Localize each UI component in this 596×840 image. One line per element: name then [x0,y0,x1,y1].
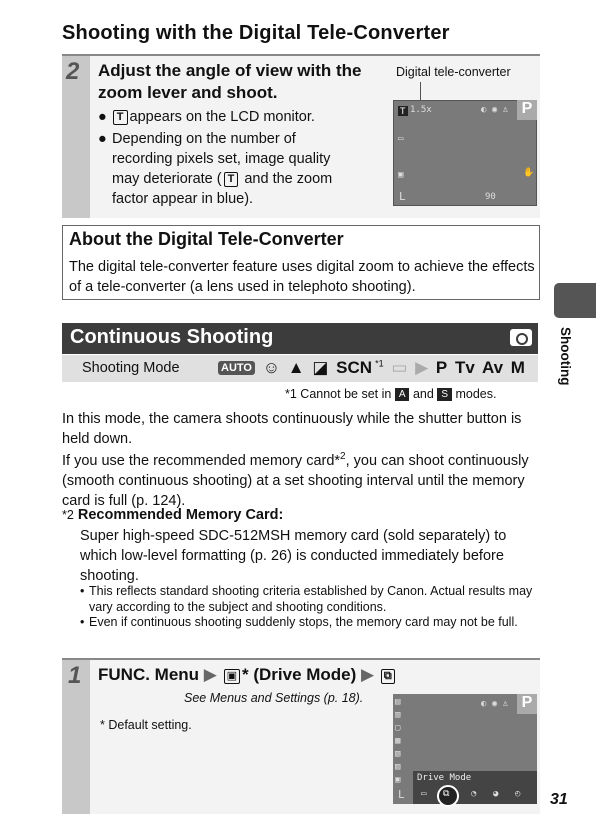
portrait-mode-icon: ☺ [262,358,281,377]
lcd-l-indicator: L [399,190,406,203]
default-setting-note: * Default setting. [100,718,192,732]
continuous-icon: ⧉ [381,669,395,684]
step-1-number-column [62,660,90,814]
lcd-caption: Digital tele-converter [396,65,511,79]
shooting-mode-icons [218,358,528,378]
lcd-mode-p: P [517,100,537,120]
mode-a-icon: A [395,388,410,401]
arrow-icon: ▶ [361,665,375,684]
lcd-menu-column: ▤ ▥ ▢ ▦ ▧ ▨ ▣ [395,697,401,785]
step-2-number: 2 [66,58,80,85]
lcd-caption-leader [420,82,421,100]
lcd-tele-icon: T [400,106,406,116]
page-title: Shooting with the Digital Tele-Converter [62,22,450,44]
see-menus-note: See Menus and Settings (p. 18). [184,691,364,705]
step-2-number-column [62,56,90,218]
about-text: The digital tele-converter feature uses digital zoom to achieve the effects of a tele-converter (a lens used in telephoto shooting). [69,259,535,295]
camera-icon [510,329,532,346]
auto-mode-icon: AUTO [218,361,255,375]
section-bar-continuous [62,323,538,354]
lcd-screen-drive [393,694,537,804]
scn-mode-icon: SCN $^{*1}$ [336,358,384,377]
bullet-dot: ● [98,109,107,125]
lcd-frame [393,100,537,206]
step-1-heading: FUNC. Menu ▶ ▣ * (Drive Mode) ▶ ⧉ [98,664,397,686]
drive-single-icon: ▭ [421,789,427,799]
lcd-hand-icon: ✋ [523,168,535,178]
arrow-icon: ▶ [203,665,217,684]
about-box [62,225,540,300]
stitch-mode-icon: ▭ [391,358,408,377]
bullet-1-text: appears on the LCD monitor. [129,109,315,125]
step-1-box [62,660,540,814]
av-mode-icon: Av [481,358,504,377]
step-2-bullet-1 [98,107,388,127]
lcd-mode-p: P [517,694,537,714]
bullet-dot: ● [98,131,107,147]
shooting-mode-row [62,355,538,382]
night-mode-icon: ◪ [312,358,329,377]
mode-s-icon: S [437,388,452,401]
shooting-mode-label: Shooting Mode [82,360,180,376]
bullet-2-text: Depending on the number of recording pixels set, image quality may deteriorate ( T and the zoom factor appear in blue). [112,131,333,207]
lcd-zoom-factor: 1.5x [410,105,432,115]
lcd-screen-tele [393,100,537,206]
m-mode-icon: M [510,358,525,377]
note-bullet-a: • This reflects standard shooting criteria established by Canon. Actual results may vary according to the subject and shooting conditions. [80,584,533,614]
drive-mode-label: Drive Mode [417,773,472,783]
para-1: In this mode, the camera shoots continuously while the shutter button is held down. [62,411,522,447]
movie-mode-icon: ▶ [415,358,429,377]
drive-mode-icon: ▣ [224,669,240,684]
note-2-heading: *2 Recommended Memory Card: [62,507,284,523]
lcd-side-icon: ▣ [398,170,404,180]
side-tab-label: Shooting [558,327,573,386]
step-2-bullet-2 [98,129,360,209]
about-title: About the Digital Tele-Converter [69,229,344,249]
camera-lens [516,333,528,345]
lcd-status-icons: ◐ ◉ ♙ [481,699,509,709]
drive-timer-icon-2: ◕ [493,789,499,799]
note-2-text: Super high-speed SDC-512MSH memory card (sold separately) to which low-level formatting (p. 26) is conducted immediately before shooting. [80,528,507,584]
page-number: 31 [550,791,568,808]
lcd-side-icon: ▭ [398,134,404,144]
p-mode-icon: P [435,358,448,377]
side-tab[interactable] [554,283,596,318]
note-bullet-b: • Even if continuous shooting suddenly stops, the memory card may not be full. [80,615,518,629]
section-title: Continuous Shooting [70,326,274,348]
drive-timer-icon-3: ◴ [515,789,521,799]
tele-icon: T [224,172,239,187]
lcd-counter: 90 [485,192,496,202]
tele-icon: T [113,110,128,125]
drive-timer-icon-1: ◔ [471,789,477,799]
footnote-1: *1 Cannot be set in A and S modes. [285,387,497,401]
step-2-box [62,56,540,218]
para-2: If you use the recommended memory card*$^2$, you can shoot continuously (smooth continuous shooting) at a set shooting interval until the memory card is full (p. 124). [62,451,529,509]
lcd-status-icons: ◐ ◉ ♙ [481,105,509,115]
step-2-heading: Adjust the angle of view with the zoom lever and shoot. [98,61,362,102]
drive-continuous-icon: ⧉ [443,789,450,799]
drive-mode-strip [413,771,537,804]
tv-mode-icon: Tv [455,358,475,377]
step-1-number: 1 [68,662,82,689]
lcd-l-indicator: L [398,788,405,801]
landscape-mode-icon: ▲ [287,358,305,377]
